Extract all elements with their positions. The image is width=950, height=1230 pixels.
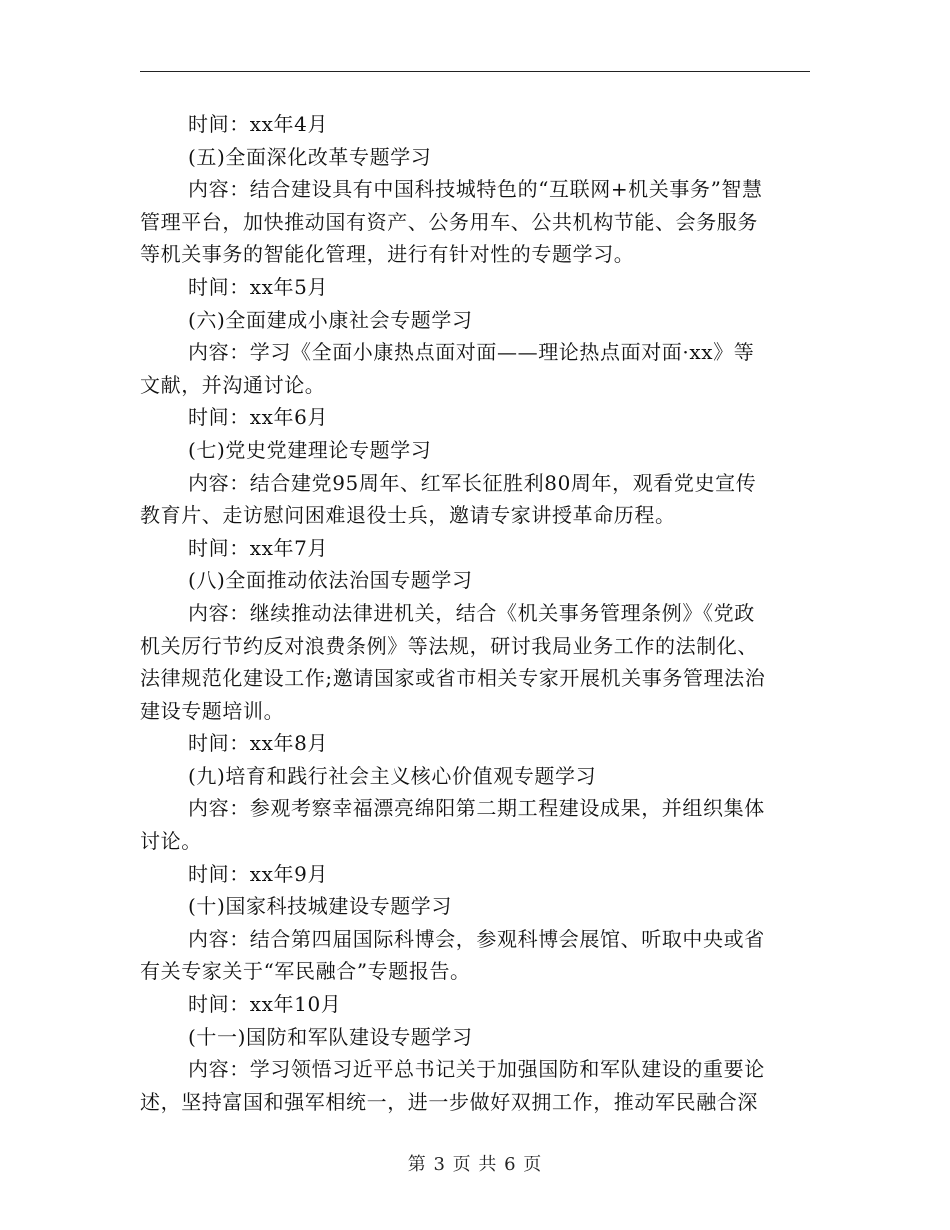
page-number-footer: 第 3 页 共 6 页 (407, 1154, 543, 1175)
section-heading: (七)党史党建理论专题学习 (188, 437, 432, 462)
section-heading: (九)培育和践行社会主义核心价值观专题学习 (188, 763, 597, 788)
text-line: 管理平台，加快推动国有资产、公务用车、公共机构节能、会务服务 (140, 209, 758, 234)
section-heading: (六)全面建成小康社会专题学习 (188, 307, 473, 332)
section-heading: (十)国家科技城建设专题学习 (188, 894, 453, 919)
text-line: 法律规范化建设工作;邀请国家或省市相关专家开展机关事务管理法治 (140, 666, 766, 691)
text-line: 述，坚持富国和强军相统一，进一步做好双拥工作，推动军民融合深 (140, 1089, 758, 1114)
document-body (140, 108, 812, 1118)
text-line: 时间：xx年9月 (188, 861, 329, 886)
text-line: 时间：xx年4月 (188, 112, 329, 136)
header-rule (140, 71, 810, 72)
text-line: 内容：学习领悟习近平总书记关于加强国防和军队建设的重要论 (188, 1057, 765, 1082)
text-line: 时间：xx年6月 (188, 405, 329, 430)
text-line: 时间：xx年8月 (188, 731, 329, 756)
section-heading: (十一)国防和军队建设专题学习 (188, 1024, 473, 1049)
text-line: 时间：xx年7月 (188, 535, 329, 560)
text-line: 内容：学习《全面小康热点面对面——理论热点面对面·xx》等 (188, 340, 755, 365)
text-line: 等机关事务的智能化管理，进行有针对性的专题学习。 (140, 242, 635, 267)
text-line: 有关专家关于“军民融合”专题报告。 (140, 959, 471, 984)
text-line: 内容：继续推动法律进机关，结合《机关事务管理条例》《党政 (188, 600, 755, 625)
text-line: 内容：结合第四届国际科博会，参观科博会展馆、听取中央或省 (188, 926, 765, 951)
text-line: 讨论。 (140, 829, 202, 854)
text-line: 机关厉行节约反对浪费条例》等法规，研讨我局业务工作的法制化、 (140, 633, 758, 658)
text-line: 内容：结合建设具有中国科技城特色的“互联网+机关事务”智慧 (188, 177, 763, 202)
text-line: 时间：xx年5月 (188, 274, 329, 299)
section-heading: (八)全面推动依法治国专题学习 (188, 568, 473, 593)
section-heading: (五)全面深化改革专题学习 (188, 144, 432, 169)
text-line: 文献，并沟通讨论。 (140, 372, 326, 397)
text-line: 建设专题培训。 (140, 698, 285, 723)
text-line: 时间：xx年10月 (188, 992, 342, 1017)
text-line: 教育片、走访慰问困难退役士兵，邀请专家讲授革命历程。 (140, 503, 676, 528)
text-line: 内容：参观考察幸福漂亮绵阳第二期工程建设成果，并组织集体 (188, 796, 765, 821)
text-line: 内容：结合建党95周年、红军长征胜利80周年，观看党史宣传 (188, 470, 757, 495)
